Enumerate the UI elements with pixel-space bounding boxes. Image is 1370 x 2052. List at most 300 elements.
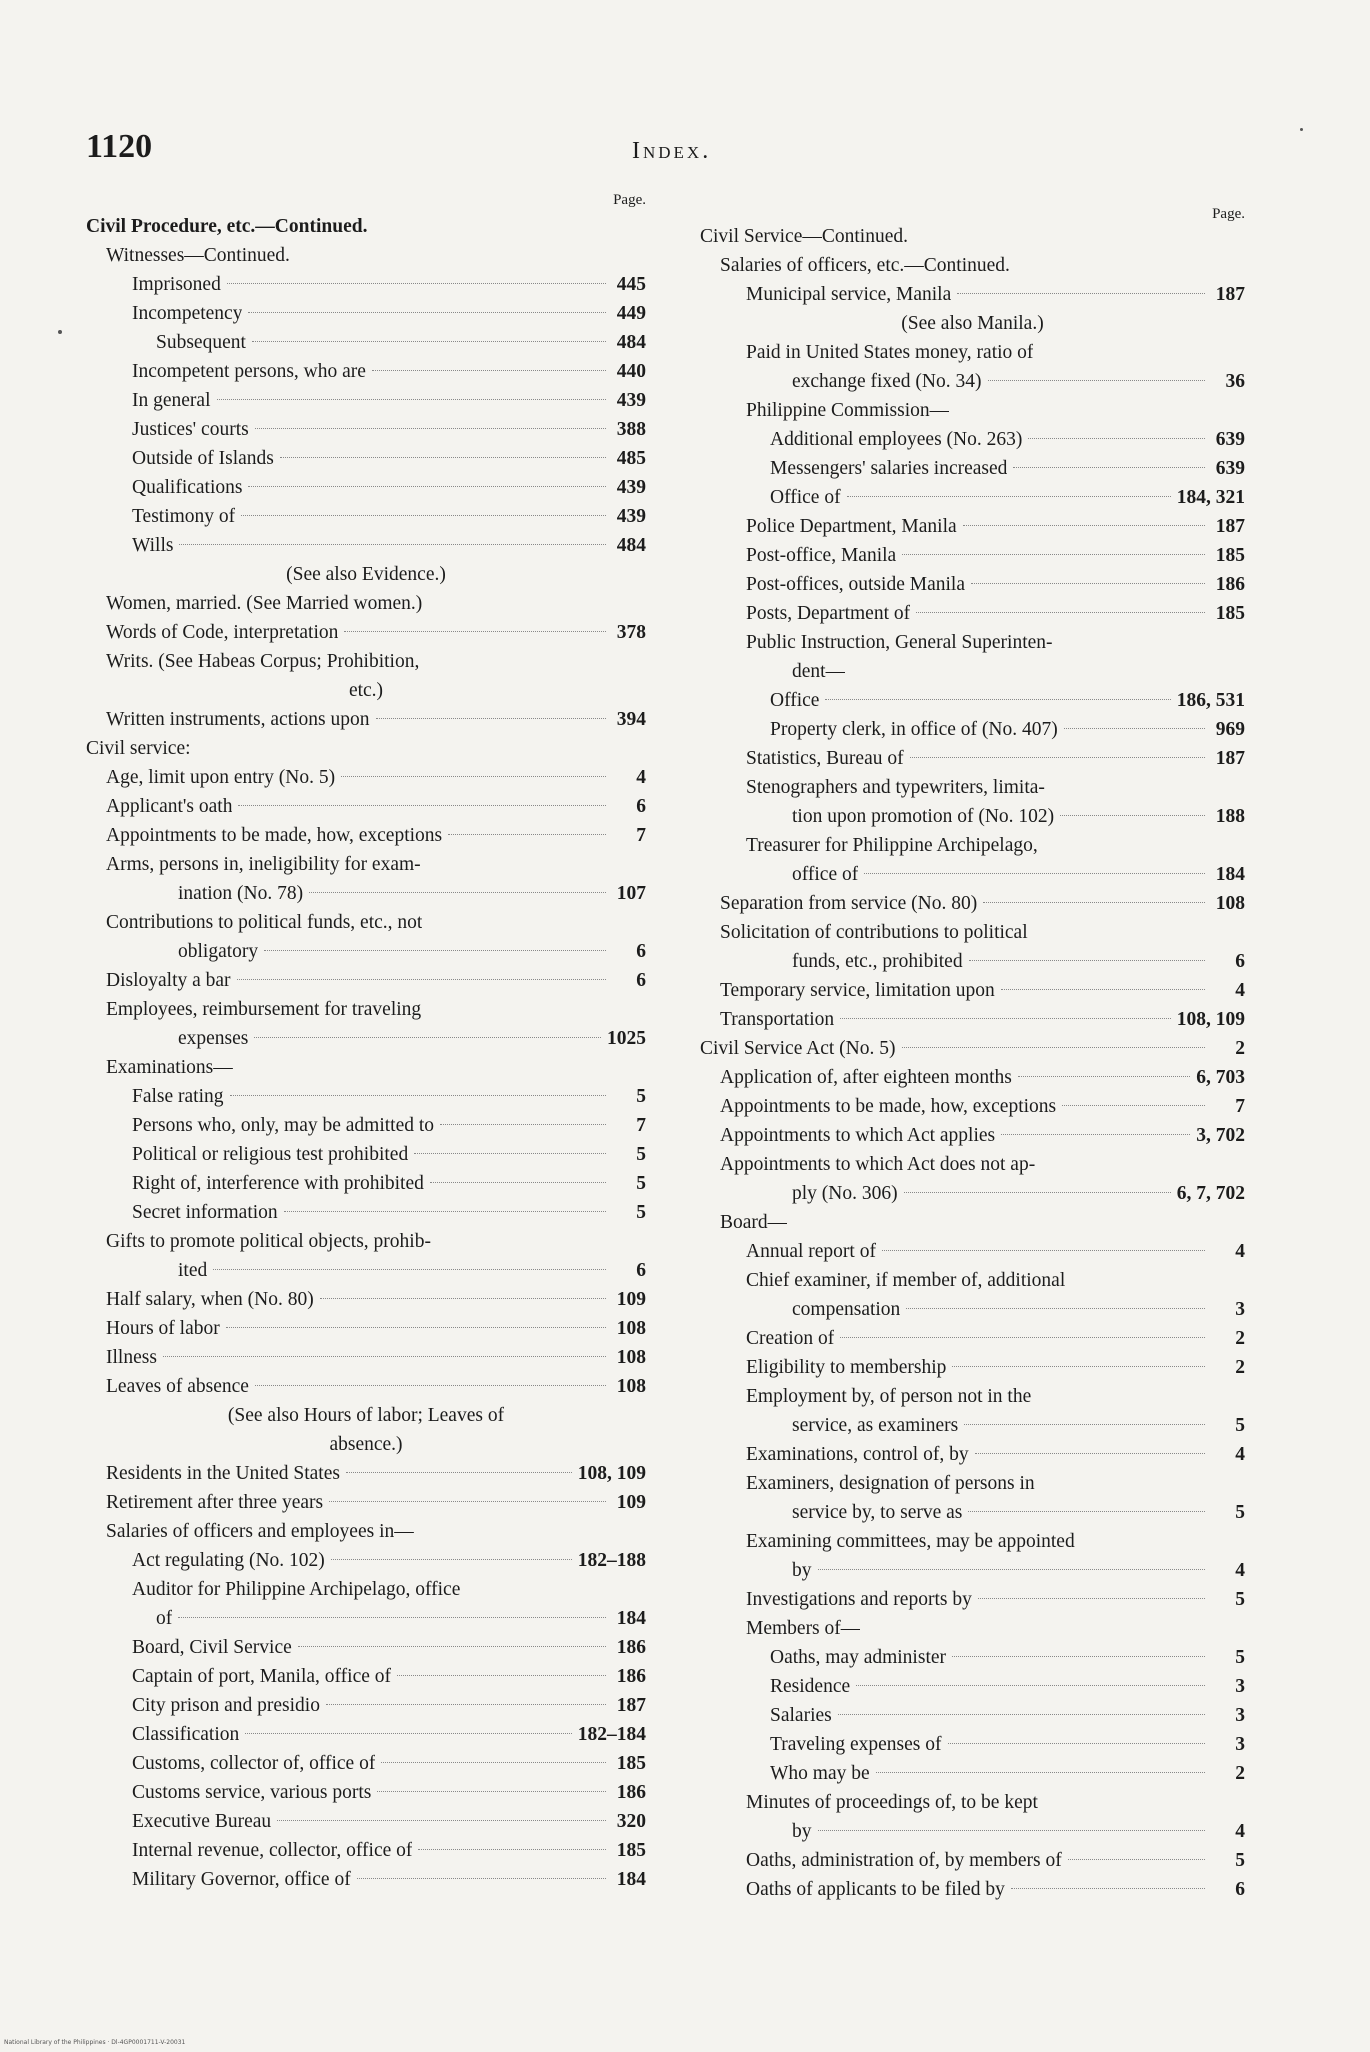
index-entry — [86, 647, 646, 676]
index-entry — [700, 1788, 1245, 1817]
index-entry — [86, 1024, 646, 1053]
leader-dots — [957, 293, 1205, 294]
index-entry-text: by — [792, 1821, 812, 1842]
index-entry-text: Customs service, various ports — [132, 1782, 372, 1803]
index-entry — [86, 1140, 646, 1169]
index-entry — [700, 541, 1245, 570]
index-entry-text: Examiners, designation of persons in — [746, 1473, 1035, 1494]
index-entry — [700, 715, 1245, 744]
index-entry-text: Applicant's oath — [106, 796, 233, 817]
index-entry — [86, 1720, 646, 1749]
index-entry-text: Age, limit upon entry (No. 5) — [106, 767, 336, 788]
index-entry — [700, 251, 1245, 280]
leader-dots — [277, 1820, 606, 1821]
index-entry-text: Oaths of applicants to be filed by — [746, 1879, 1005, 1900]
index-entry-text: Civil Service Act (No. 5) — [700, 1038, 896, 1059]
index-entry-text: Appointments to which Act does not ap- — [720, 1154, 1036, 1175]
index-entry-text: Arms, persons in, ineligibility for exam- — [106, 854, 421, 875]
index-entry-page: 5 — [636, 1173, 646, 1194]
index-entry — [700, 280, 1245, 309]
index-entry-text: Office of — [770, 487, 841, 508]
index-entry-page: 186 — [616, 1637, 646, 1658]
index-entry-text: compensation — [792, 1299, 901, 1320]
index-entry — [700, 338, 1245, 367]
index-entry-text: ited — [178, 1260, 208, 1281]
index-entry-page: 188 — [1215, 806, 1245, 827]
index-entry-text: Temporary service, limitation upon — [720, 980, 995, 1001]
index-entry — [700, 1324, 1245, 1353]
index-entry-text: Board— — [720, 1212, 788, 1233]
index-entry-text: Gifts to promote political objects, prohib- — [106, 1231, 431, 1252]
leader-dots — [1011, 1888, 1205, 1889]
index-entry — [86, 1430, 646, 1459]
index-entry-page: 394 — [616, 709, 646, 730]
leader-dots — [1001, 1134, 1190, 1135]
index-entry-text: Employment by, of person not in the — [746, 1386, 1032, 1407]
index-entry — [86, 1169, 646, 1198]
index-entry-page: 5 — [1235, 1415, 1245, 1436]
index-entry-text: Writs. (See Habeas Corpus; Prohibition, — [106, 651, 420, 672]
index-entry — [700, 657, 1245, 686]
index-entry — [700, 686, 1245, 715]
leader-dots — [1064, 728, 1205, 729]
index-entry-page: 108 — [616, 1376, 646, 1397]
index-entry — [700, 1643, 1245, 1672]
left-page-label: Page. — [613, 192, 646, 208]
index-entry-text: Who may be — [770, 1763, 870, 1784]
index-entry — [86, 676, 646, 705]
index-entry-text: Wills — [132, 535, 174, 556]
index-entry-text: (See also Evidence.) — [286, 564, 446, 585]
index-entry-text: Half salary, when (No. 80) — [106, 1289, 314, 1310]
leader-dots — [255, 1385, 606, 1386]
index-entry-page: 108 — [1215, 893, 1245, 914]
index-entry — [86, 1053, 646, 1082]
index-entry-page: 187 — [1215, 516, 1245, 537]
leader-dots — [952, 1656, 1205, 1657]
index-entry — [86, 734, 646, 763]
index-entry-page: 320 — [616, 1811, 646, 1832]
index-entry-text: Examinations— — [106, 1057, 233, 1078]
index-entry — [700, 1759, 1245, 1788]
index-entry-text: of — [156, 1608, 173, 1629]
index-entry — [700, 947, 1245, 976]
index-entry — [700, 1411, 1245, 1440]
index-entry-text: Members of— — [746, 1618, 861, 1639]
index-entry — [86, 995, 646, 1024]
index-entry-page: 378 — [616, 622, 646, 643]
leader-dots — [904, 1192, 1171, 1193]
leader-dots — [847, 496, 1171, 497]
leader-dots — [248, 486, 606, 487]
index-entry-text: Examinations, control of, by — [746, 1444, 969, 1465]
leader-dots — [341, 776, 606, 777]
leader-dots — [280, 457, 606, 458]
index-entry-text: (See also Hours of labor; Leaves of — [227, 1405, 505, 1426]
index-entry-text: Investigations and reports by — [746, 1589, 972, 1610]
index-entry — [86, 1633, 646, 1662]
index-entry — [700, 831, 1245, 860]
leader-dots — [969, 960, 1205, 961]
index-entry — [700, 309, 1245, 338]
index-entry-page: 449 — [616, 303, 646, 324]
leader-dots — [217, 399, 607, 400]
index-entry — [86, 879, 646, 908]
index-entry-page: 445 — [616, 274, 646, 295]
index-entry-page: 185 — [616, 1840, 646, 1861]
index-entry — [86, 270, 646, 299]
index-entry-page: 186 — [616, 1666, 646, 1687]
index-entry — [86, 1082, 646, 1111]
right-entries — [700, 222, 1245, 1904]
index-entry-text: Police Department, Manila — [746, 516, 957, 537]
index-entry-text: Justices' courts — [132, 419, 249, 440]
index-entry-page: 3 — [1235, 1734, 1245, 1755]
index-entry-text: Internal revenue, collector, office of — [132, 1840, 413, 1861]
index-entry — [700, 1817, 1245, 1846]
leader-dots — [309, 892, 606, 893]
index-entry-text: Residence — [770, 1676, 851, 1697]
index-entry-page: 5 — [636, 1202, 646, 1223]
leader-dots — [397, 1675, 606, 1676]
leader-dots — [876, 1772, 1205, 1773]
index-entry — [86, 1198, 646, 1227]
index-entry — [86, 1865, 646, 1894]
index-entry-page: 107 — [616, 883, 646, 904]
scan-speck — [58, 330, 62, 334]
leader-dots — [838, 1714, 1205, 1715]
index-entry-page: 186 — [616, 1782, 646, 1803]
index-entry-page: 5 — [1235, 1589, 1245, 1610]
index-entry-page: 5 — [1235, 1502, 1245, 1523]
index-entry-text: Annual report of — [746, 1241, 876, 1262]
index-entry-page: 187 — [616, 1695, 646, 1716]
index-entry-text: Treasurer for Philippine Archipelago, — [746, 835, 1038, 856]
leader-dots — [971, 583, 1205, 584]
index-entry — [86, 1575, 646, 1604]
leader-dots — [238, 805, 606, 806]
index-entry-text: Captain of port, Manila, office of — [132, 1666, 392, 1687]
index-entry-page: 2 — [1235, 1328, 1245, 1349]
index-entry-text: Hours of labor — [106, 1318, 220, 1339]
index-entry-text: Qualifications — [132, 477, 243, 498]
index-entry — [700, 599, 1245, 628]
index-entry — [86, 792, 646, 821]
index-entry-page: 2 — [1235, 1038, 1245, 1059]
right-page-label: Page. — [1212, 206, 1245, 222]
leader-dots — [241, 515, 606, 516]
index-entry — [700, 628, 1245, 657]
index-entry-page: 108 — [616, 1318, 646, 1339]
leader-dots — [975, 1453, 1205, 1454]
index-entry-page: 5 — [1235, 1850, 1245, 1871]
index-entry-text: (See also Manila.) — [901, 313, 1044, 334]
index-entry-page: 7 — [636, 825, 646, 846]
index-entry — [700, 1614, 1245, 1643]
index-entry-page: 439 — [616, 506, 646, 527]
index-entry — [700, 1179, 1245, 1208]
index-entry-text: City prison and presidio — [132, 1695, 320, 1716]
index-entry-page: 4 — [1235, 1444, 1245, 1465]
index-entry-text: Paid in United States money, ratio of — [746, 342, 1034, 363]
index-entry-text: Chief examiner, if member of, additional — [746, 1270, 1066, 1291]
index-entry-text: Post-office, Manila — [746, 545, 897, 566]
leader-dots — [1028, 438, 1205, 439]
leader-dots — [346, 1472, 572, 1473]
index-entry-page: 388 — [616, 419, 646, 440]
index-entry-text: In general — [132, 390, 211, 411]
index-entry-text: Civil service: — [86, 738, 191, 759]
footer-signature: National Library of the Philippines · Dl-4GP0001711-V-20031 — [4, 2039, 186, 2046]
index-entry-text: Illness — [106, 1347, 157, 1368]
index-entry-text: Right of, interference with prohibited — [132, 1173, 424, 1194]
index-entry-text: Words of Code, interpretation — [106, 622, 339, 643]
index-entry — [86, 1807, 646, 1836]
index-entry-page: 186, 531 — [1176, 690, 1245, 711]
index-entry-page: 6 — [636, 796, 646, 817]
index-entry-page: 3, 702 — [1196, 1125, 1245, 1146]
index-entry-text: Incompetency — [132, 303, 243, 324]
index-entry — [700, 1353, 1245, 1382]
index-entry — [700, 512, 1245, 541]
index-entry-text: Appointments to be made, how, exceptions — [720, 1096, 1057, 1117]
index-entry-page: 2 — [1235, 1357, 1245, 1378]
index-entry-text: Stenographers and typewriters, limita- — [746, 777, 1045, 798]
index-entry — [700, 744, 1245, 773]
index-entry — [86, 1546, 646, 1575]
leader-dots — [372, 370, 606, 371]
index-entry-page: 184, 321 — [1176, 487, 1245, 508]
leader-dots — [978, 1598, 1205, 1599]
leader-dots — [357, 1878, 606, 1879]
index-entry — [700, 1208, 1245, 1237]
index-entry-text: Additional employees (No. 263) — [770, 429, 1023, 450]
index-entry-text: Civil Service—Continued. — [700, 226, 908, 247]
leader-dots — [856, 1685, 1205, 1686]
scan-speck — [1300, 128, 1303, 131]
index-entry-text: Imprisoned — [132, 274, 221, 295]
index-entry-text: Retirement after three years — [106, 1492, 324, 1513]
index-entry-text: Contributions to political funds, etc., not — [106, 912, 423, 933]
index-entry-text: obligatory — [178, 941, 259, 962]
index-entry — [86, 589, 646, 618]
index-entry — [86, 966, 646, 995]
index-entry — [700, 1875, 1245, 1904]
leader-dots — [910, 757, 1205, 758]
index-entry — [86, 1111, 646, 1140]
index-entry — [700, 396, 1245, 425]
index-entry-text: Secret information — [132, 1202, 278, 1223]
index-entry-page: 185 — [1215, 545, 1245, 566]
index-entry-page: 3 — [1235, 1705, 1245, 1726]
index-entry — [700, 802, 1245, 831]
index-entry-text: Executive Bureau — [132, 1811, 272, 1832]
index-entry-page: 4 — [1235, 980, 1245, 1001]
index-entry-text: office of — [792, 864, 859, 885]
index-entry-page: 187 — [1215, 748, 1245, 769]
leader-dots — [864, 873, 1205, 874]
index-entry — [86, 1256, 646, 1285]
index-entry — [86, 386, 646, 415]
index-entry-text: Board, Civil Service — [132, 1637, 292, 1658]
index-entry — [700, 1005, 1245, 1034]
index-entry-page: 3 — [1235, 1299, 1245, 1320]
index-entry-page: 4 — [1235, 1821, 1245, 1842]
index-entry-page: 109 — [616, 1492, 646, 1513]
index-entry-page: 187 — [1215, 284, 1245, 305]
index-entry-page: 7 — [636, 1115, 646, 1136]
index-entry — [700, 425, 1245, 454]
index-entry-page: 4 — [636, 767, 646, 788]
leader-dots — [1060, 815, 1205, 816]
index-entry — [86, 212, 646, 241]
index-entry-text: Post-offices, outside Manila — [746, 574, 965, 595]
index-entry-text: service by, to serve as — [792, 1502, 963, 1523]
index-entry-page: 185 — [616, 1753, 646, 1774]
index-entry-page: 639 — [1215, 429, 1245, 450]
leader-dots — [329, 1501, 606, 1502]
index-entry — [86, 908, 646, 937]
index-entry-text: Disloyalty a bar — [106, 970, 231, 991]
index-entry — [86, 473, 646, 502]
index-entry-page: 6, 703 — [1196, 1067, 1245, 1088]
index-entry — [86, 1459, 646, 1488]
leader-dots — [245, 1733, 572, 1734]
leader-dots — [254, 1037, 601, 1038]
index-entry — [700, 1295, 1245, 1324]
leader-dots — [264, 950, 606, 951]
index-entry-page: 5 — [636, 1144, 646, 1165]
leader-dots — [448, 834, 606, 835]
index-entry-text: Salaries of officers and employees in— — [106, 1521, 414, 1542]
index-entry-text: False rating — [132, 1086, 224, 1107]
index-entry-page: 6, 7, 702 — [1176, 1183, 1245, 1204]
index-entry-text: Employees, reimbursement for traveling — [106, 999, 422, 1020]
index-entry-page: 6 — [636, 1260, 646, 1281]
index-entry-text: Separation from service (No. 80) — [720, 893, 978, 914]
index-entry-text: Auditor for Philippine Archipelago, office — [132, 1579, 461, 1600]
leader-dots — [902, 1047, 1205, 1048]
leader-dots — [377, 1791, 606, 1792]
index-entry — [700, 1585, 1245, 1614]
index-entry-text: Creation of — [746, 1328, 835, 1349]
index-entry-text: Leaves of absence — [106, 1376, 249, 1397]
leader-dots — [968, 1511, 1205, 1512]
leader-dots — [237, 979, 606, 980]
index-entry-page: 2 — [1235, 1763, 1245, 1784]
index-entry — [86, 1749, 646, 1778]
index-entry-text: tion upon promotion of (No. 102) — [792, 806, 1055, 827]
leader-dots — [1068, 1859, 1205, 1860]
running-head: Index. — [632, 138, 712, 164]
index-entry-text: Act regulating (No. 102) — [132, 1550, 325, 1571]
leader-dots — [320, 1298, 606, 1299]
index-entry — [86, 299, 646, 328]
index-entry — [700, 889, 1245, 918]
index-entry — [700, 1672, 1245, 1701]
leader-dots — [818, 1569, 1206, 1570]
index-entry — [86, 937, 646, 966]
index-entry-page: 6 — [1235, 1879, 1245, 1900]
leader-dots — [882, 1250, 1205, 1251]
leader-dots — [163, 1356, 606, 1357]
index-entry-text: funds, etc., prohibited — [792, 951, 963, 972]
index-entry-text: Messengers' salaries increased — [770, 458, 1008, 479]
index-entry-page: 3 — [1235, 1676, 1245, 1697]
index-entry-page: 969 — [1215, 719, 1245, 740]
index-entry-page: 184 — [616, 1869, 646, 1890]
index-entry-text: Salaries — [770, 1705, 832, 1726]
index-entry — [700, 773, 1245, 802]
index-entry — [700, 918, 1245, 947]
index-entry — [700, 860, 1245, 889]
index-entry-text: Testimony of — [132, 506, 236, 527]
index-entry — [700, 976, 1245, 1005]
leader-dots — [298, 1646, 606, 1647]
index-entry-page: 184 — [1215, 864, 1245, 885]
index-entry — [700, 1498, 1245, 1527]
index-entry — [86, 1343, 646, 1372]
index-entry-page: 5 — [1235, 1647, 1245, 1668]
index-entry-text: Persons who, only, may be admitted to — [132, 1115, 435, 1136]
leader-dots — [916, 612, 1205, 613]
index-entry-page: 186 — [1215, 574, 1245, 595]
index-entry-text: Women, married. (See Married women.) — [106, 593, 423, 614]
index-entry — [700, 1730, 1245, 1759]
index-entry-page: 6 — [636, 970, 646, 991]
index-entry — [700, 1440, 1245, 1469]
index-entry-text: Transportation — [720, 1009, 835, 1030]
leader-dots — [381, 1762, 606, 1763]
index-entry-text: Civil Procedure, etc.—Continued. — [86, 216, 368, 237]
leader-dots — [326, 1704, 606, 1705]
index-entry — [700, 367, 1245, 396]
leader-dots — [226, 1327, 606, 1328]
index-entry-text: ply (No. 306) — [792, 1183, 898, 1204]
index-entry-text: Subsequent — [156, 332, 246, 353]
index-entry-text: Office — [770, 690, 820, 711]
index-entry — [86, 1488, 646, 1517]
index-entry-page: 484 — [616, 332, 646, 353]
index-entry — [700, 1237, 1245, 1266]
leader-dots — [963, 525, 1205, 526]
leader-dots — [840, 1018, 1171, 1019]
index-entry-page: 182–184 — [577, 1724, 646, 1745]
leader-dots — [1062, 1105, 1205, 1106]
index-entry-text: Political or religious test prohibited — [132, 1144, 409, 1165]
leader-dots — [1001, 989, 1205, 990]
leader-dots — [906, 1308, 1205, 1309]
index-entry-page: 5 — [636, 1086, 646, 1107]
index-entry — [86, 241, 646, 270]
leader-dots — [902, 554, 1205, 555]
leader-dots — [376, 718, 606, 719]
index-entry — [700, 1121, 1245, 1150]
index-entry — [700, 454, 1245, 483]
index-entry-page: 184 — [616, 1608, 646, 1629]
index-entry-text: Solicitation of contributions to political — [720, 922, 1028, 943]
index-entry-text: service, as examiners — [792, 1415, 959, 1436]
index-entry — [86, 1227, 646, 1256]
index-entry — [700, 1382, 1245, 1411]
index-entry-text: Statistics, Bureau of — [746, 748, 904, 769]
leader-dots — [964, 1424, 1205, 1425]
index-entry-page: 1025 — [607, 1028, 646, 1049]
index-entry-text: Application of, after eighteen months — [720, 1067, 1012, 1088]
index-entry-text: Appointments to which Act applies — [720, 1125, 996, 1146]
index-entry — [700, 1034, 1245, 1063]
index-entry — [86, 763, 646, 792]
